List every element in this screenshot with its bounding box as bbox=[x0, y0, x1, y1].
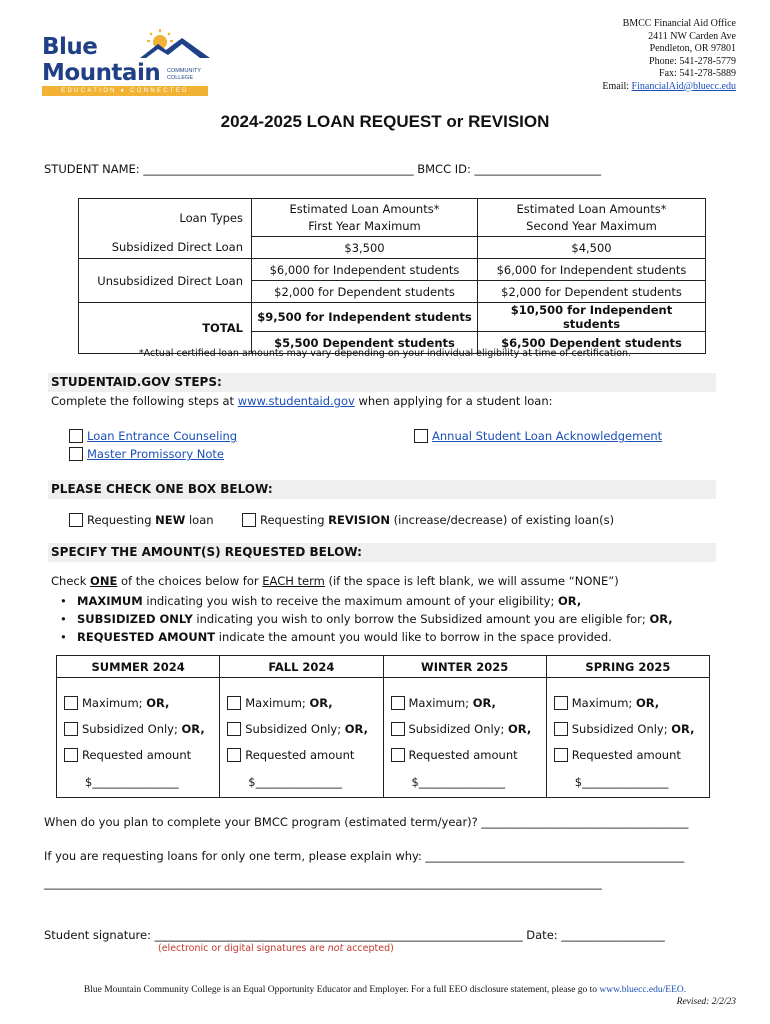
intro-each: EACH term bbox=[262, 574, 325, 588]
opt-bold: SUBSIDIZED ONLY bbox=[77, 612, 193, 626]
office-name: BMCC Financial Aid Office bbox=[622, 18, 736, 29]
unsubsidized-label: Unsubsidized Direct Loan bbox=[79, 259, 252, 303]
new-post: loan bbox=[185, 513, 214, 527]
logo-word-blue: Blue bbox=[42, 34, 98, 60]
choice-label: Subsidized Only; bbox=[245, 721, 345, 736]
office-city: Pendleton, OR 97801 bbox=[649, 43, 736, 54]
checkbox[interactable] bbox=[64, 748, 78, 762]
choice-label: Subsidized Only; bbox=[82, 721, 182, 736]
intro-3: (if the space is left blank, we will assume “NONE”) bbox=[324, 574, 619, 588]
studentaid-heading: STUDENTAID.GOV STEPS: bbox=[48, 373, 716, 392]
opt-bold: MAXIMUM bbox=[77, 594, 143, 608]
checkbox[interactable] bbox=[69, 429, 83, 443]
subsidized-y2: $4,500 bbox=[478, 237, 706, 259]
opt-end: OR, bbox=[557, 594, 582, 608]
unsubsidized-y1-dep: $2,000 for Dependent students bbox=[252, 281, 478, 303]
loan-footnote: *Actual certified loan amounts may vary depending on your individual eligibility at time of certification. bbox=[138, 348, 632, 359]
step-mpn-link[interactable]: Master Promissory Note bbox=[87, 447, 225, 461]
choice-label: Requested amount bbox=[571, 747, 681, 762]
term-amounts-table bbox=[56, 655, 710, 798]
office-email-link[interactable]: FinancialAid@bluecc.edu bbox=[631, 80, 736, 92]
rev-post: (increase/decrease) of existing loan(s) bbox=[390, 513, 615, 527]
rev-pre: Requesting bbox=[260, 513, 329, 527]
studentaid-link[interactable]: www.studentaid.gov bbox=[237, 394, 355, 408]
choice-label: Maximum; bbox=[571, 695, 636, 710]
choice-label: Requested amount bbox=[82, 747, 192, 762]
loan-amounts-table bbox=[78, 198, 706, 354]
new-bold: NEW bbox=[155, 513, 186, 527]
first-year-header-l2: First Year Maximum bbox=[308, 218, 421, 233]
spring-subsidized[interactable] bbox=[546, 716, 709, 742]
second-year-header-l1: Estimated Loan Amounts* bbox=[516, 201, 667, 216]
checkbox[interactable] bbox=[554, 748, 568, 762]
checkbox[interactable] bbox=[227, 696, 241, 710]
list-item bbox=[56, 592, 673, 610]
choice-label: Maximum; bbox=[245, 695, 310, 710]
summer-requested[interactable] bbox=[57, 742, 220, 768]
term-summer-header: SUMMER 2024 bbox=[57, 656, 220, 678]
logo-community-college: COMMUNITY COLLEGE bbox=[167, 68, 201, 81]
checkbox[interactable] bbox=[242, 513, 256, 527]
checkbox[interactable] bbox=[554, 696, 568, 710]
summer-maximum[interactable] bbox=[57, 678, 220, 716]
sig-note-not: not bbox=[327, 943, 344, 954]
unsubsidized-y1-ind: $6,000 for Independent students bbox=[252, 259, 478, 281]
unsubsidized-y2-ind: $6,000 for Independent students bbox=[478, 259, 706, 281]
office-fax: Fax: 541-278-5889 bbox=[659, 68, 736, 79]
check-one-heading: PLEASE CHECK ONE BOX BELOW: bbox=[48, 480, 716, 499]
revised-date: Revised: 2/2/23 bbox=[676, 997, 736, 1007]
eeo-link[interactable]: www.bluecc.edu/EEO. bbox=[599, 985, 687, 995]
logo-word-mountain: Mountain bbox=[42, 60, 161, 86]
signature-note bbox=[158, 943, 394, 954]
winter-subsidized[interactable] bbox=[383, 716, 546, 742]
completion-term-field[interactable]: When do you plan to complete your BMCC program (estimated term/year)? ____________________________________ bbox=[44, 815, 689, 829]
checkbox[interactable] bbox=[227, 748, 241, 762]
summer-subsidized[interactable] bbox=[57, 716, 220, 742]
or-label: OR, bbox=[472, 695, 496, 710]
bmcc-logo bbox=[42, 28, 214, 98]
request-revision-option[interactable] bbox=[242, 513, 614, 527]
eeo-text: Blue Mountain Community College is an Equal Opportunity Educator and Employer. For a full EEO disclosure statement, please go to bbox=[83, 985, 600, 995]
choice-label: Requested amount bbox=[245, 747, 355, 762]
explain-field[interactable]: If you are requesting loans for only one term, please explain why: _____________________________________________ bbox=[44, 849, 685, 863]
intro-2: of the choices below for bbox=[117, 574, 263, 588]
fall-requested[interactable] bbox=[220, 742, 383, 768]
rev-bold: REVISION bbox=[328, 513, 391, 527]
sig-note-2: accepted) bbox=[343, 943, 394, 954]
checkbox[interactable] bbox=[391, 748, 405, 762]
amounts-intro bbox=[51, 574, 619, 588]
step-acknowledgement-link[interactable]: Annual Student Loan Acknowledgement bbox=[432, 429, 663, 443]
opt-bold: REQUESTED AMOUNT bbox=[77, 630, 216, 644]
total-label: TOTAL bbox=[79, 303, 252, 354]
fall-subsidized[interactable] bbox=[220, 716, 383, 742]
first-year-header bbox=[252, 199, 478, 237]
total-y2-dep: $6,500 Dependent students bbox=[478, 332, 706, 354]
sig-note-1: (electronic or digital signatures are bbox=[158, 943, 328, 954]
choice-label: Requested amount bbox=[408, 747, 518, 762]
or-label: OR, bbox=[181, 721, 205, 736]
or-label: OR, bbox=[635, 695, 660, 710]
or-label: OR, bbox=[671, 721, 695, 736]
eeo-statement bbox=[0, 985, 770, 995]
office-street: 2411 NW Carden Ave bbox=[648, 30, 736, 42]
step-entrance-counseling[interactable] bbox=[69, 429, 237, 443]
student-name-id-line[interactable]: STUDENT NAME: _______________________________________________ BMCC ID: ______________________ bbox=[44, 162, 602, 176]
checkbox[interactable] bbox=[64, 696, 78, 710]
fall-maximum[interactable] bbox=[220, 678, 383, 716]
or-label: OR, bbox=[146, 695, 170, 710]
total-y2-ind: $10,500 for Independent students bbox=[478, 303, 706, 332]
mountain-sun-icon bbox=[120, 28, 212, 64]
studentaid-intro-pre: Complete the following steps at bbox=[51, 394, 238, 408]
total-y1-dep: $5,500 Dependent students bbox=[252, 332, 478, 354]
opt-text: indicate the amount you would like to borrow in the space provided. bbox=[215, 630, 612, 644]
office-address bbox=[602, 18, 736, 93]
or-label: OR, bbox=[309, 695, 333, 710]
opt-end: OR, bbox=[649, 612, 673, 626]
checkbox[interactable] bbox=[69, 447, 83, 461]
term-fall-header: FALL 2024 bbox=[220, 656, 383, 678]
logo-tagline: EDUCATION ♦ CONNECTED bbox=[42, 86, 208, 96]
subsidized-label: Subsidized Direct Loan bbox=[79, 237, 252, 259]
step-entrance-counseling-link[interactable]: Loan Entrance Counseling bbox=[87, 429, 238, 443]
explain-field-line2[interactable]: _________________________________________________________________________________________________ bbox=[44, 876, 602, 890]
term-spring-header: SPRING 2025 bbox=[546, 656, 709, 678]
spring-requested[interactable] bbox=[546, 742, 709, 768]
spring-maximum[interactable] bbox=[546, 678, 709, 716]
step-annual-acknowledgement[interactable] bbox=[414, 429, 662, 443]
list-item bbox=[56, 628, 673, 646]
total-y1-ind: $9,500 for Independent students bbox=[252, 303, 478, 332]
new-pre: Requesting bbox=[87, 513, 156, 527]
spring-amount-field[interactable]: $_______________ bbox=[546, 768, 709, 798]
choice-label: Subsidized Only; bbox=[408, 721, 509, 736]
checkbox[interactable] bbox=[391, 722, 405, 736]
request-new-option[interactable] bbox=[69, 513, 214, 527]
choice-label: Maximum; bbox=[82, 695, 147, 710]
form-title: 2024-2025 LOAN REQUEST or REVISION bbox=[220, 112, 550, 131]
studentaid-intro-post: when applying for a student loan: bbox=[354, 394, 553, 408]
step-master-promissory-note[interactable] bbox=[69, 447, 224, 461]
second-year-header-l2: Second Year Maximum bbox=[526, 218, 657, 233]
checkbox[interactable] bbox=[64, 722, 78, 736]
fall-amount-field[interactable]: $_______________ bbox=[220, 768, 383, 798]
or-label: OR, bbox=[344, 721, 368, 736]
loan-types-header: Loan Types bbox=[79, 199, 252, 237]
office-email-label: Email: bbox=[602, 80, 632, 92]
checkbox[interactable] bbox=[69, 513, 83, 527]
checkbox[interactable] bbox=[414, 429, 428, 443]
office-phone: Phone: 541-278-5779 bbox=[649, 55, 736, 67]
checkbox[interactable] bbox=[227, 722, 241, 736]
unsubsidized-y2-dep: $2,000 for Dependent students bbox=[478, 281, 706, 303]
winter-requested[interactable] bbox=[383, 742, 546, 768]
amount-options-list bbox=[56, 592, 673, 646]
opt-text: indicating you wish to only borrow the Subsidized amount you are eligible for; bbox=[192, 612, 650, 626]
checkbox[interactable] bbox=[554, 722, 568, 736]
opt-text: indicating you wish to receive the maximum amount of your eligibility; bbox=[142, 594, 558, 608]
choice-label: Maximum; bbox=[408, 695, 473, 710]
signature-date-field[interactable]: Student signature: ________________________________________________________________ Date: __________________ bbox=[44, 928, 665, 942]
choice-label: Subsidized Only; bbox=[571, 721, 672, 736]
checkbox[interactable] bbox=[391, 696, 405, 710]
summer-amount-field[interactable]: $_______________ bbox=[57, 768, 220, 798]
office-email-row bbox=[602, 81, 736, 94]
winter-maximum[interactable] bbox=[383, 678, 546, 716]
or-label: OR, bbox=[508, 721, 532, 736]
winter-amount-field[interactable]: $_______________ bbox=[383, 768, 546, 798]
intro-1: Check bbox=[51, 574, 91, 588]
list-item bbox=[56, 610, 673, 628]
amounts-heading: SPECIFY THE AMOUNT(S) REQUESTED BELOW: bbox=[48, 543, 716, 562]
second-year-header bbox=[478, 199, 706, 237]
term-winter-header: WINTER 2025 bbox=[383, 656, 546, 678]
first-year-header-l1: Estimated Loan Amounts* bbox=[289, 201, 440, 216]
intro-one: ONE bbox=[90, 574, 118, 588]
studentaid-intro bbox=[51, 394, 553, 408]
subsidized-y1: $3,500 bbox=[252, 237, 478, 259]
